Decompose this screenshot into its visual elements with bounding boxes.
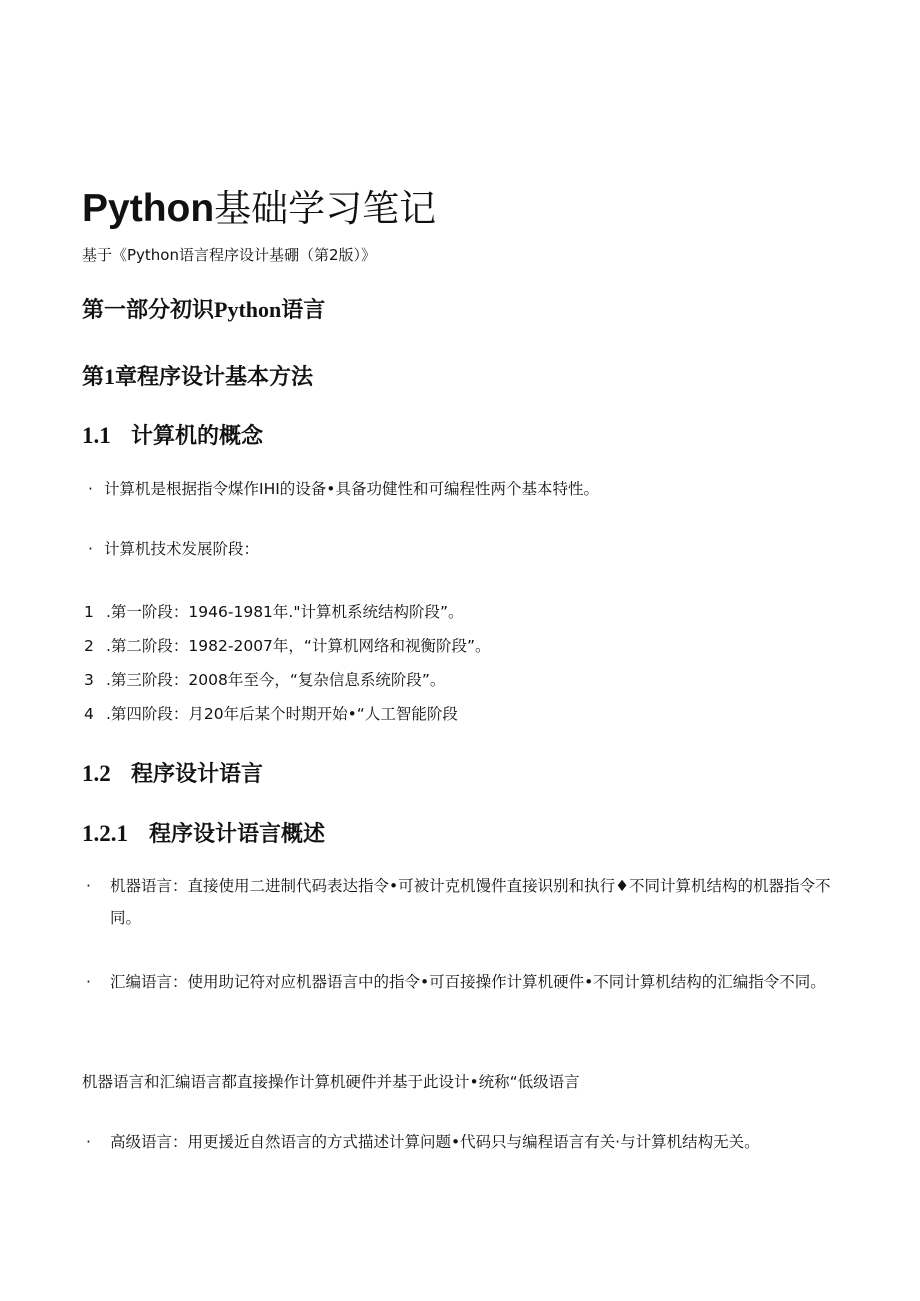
- section-heading-1-1: [82, 420, 263, 453]
- list-item-number: 1: [84, 603, 94, 621]
- section-number: 1.2.1: [82, 821, 128, 846]
- document-title-cjk: 基础学习笔记: [214, 187, 437, 230]
- list-item-number: 3: [84, 671, 94, 689]
- section-heading-1-2: [82, 758, 263, 791]
- list-item-text: .第二阶段：1982-2007年，“计算机网络和视衡阶段”。: [106, 637, 491, 655]
- section-title: 程序设计语言: [131, 762, 264, 787]
- chapter-heading-suffix: 章程序设计基本方法: [115, 365, 314, 390]
- section-heading-1-2-1: [82, 818, 325, 851]
- bullet-mark: ·: [86, 973, 91, 991]
- document-title-latin: Python: [82, 187, 215, 230]
- bullet-mark: ·: [86, 1133, 91, 1151]
- part-heading-latin: Python: [214, 297, 282, 322]
- section-number: 1.2: [82, 761, 111, 786]
- section-title: 计算机的概念: [131, 424, 264, 449]
- list-item-stage-1: [84, 600, 464, 624]
- bullet-high-level-language: [86, 1126, 836, 1158]
- list-item-text: .第三阶段：2008年至今，“复杂信息系统阶段”。: [106, 671, 446, 689]
- section-title: 程序设计语言概述: [149, 822, 326, 847]
- chapter-heading-num: 1: [104, 364, 116, 389]
- list-item-number: 4: [84, 705, 94, 723]
- list-item-stage-2: [84, 634, 490, 658]
- bullet-text: 机器语言：直接使用二进制代码表达指令•可被计克机馒件直接识别和执行♦不同计算机结构的机器指令不同。: [110, 877, 831, 927]
- list-item-number: 2: [84, 637, 94, 655]
- bullet-mark: ·: [88, 540, 93, 558]
- document-title: [82, 183, 436, 235]
- bullet-text: 汇编语言：使用助记符对应机器语言中的指令•可百接操作计算机硬件•不同计算机结构的汇编指令不同。: [110, 973, 826, 991]
- bullet-mark: ·: [86, 877, 91, 895]
- list-item-stage-3: [84, 668, 445, 692]
- paragraph-development-stages: [88, 537, 259, 561]
- bullet-assembly-language: [86, 966, 836, 998]
- section-number: 1.1: [82, 423, 111, 448]
- bullet-text: 高级语言：用更援近自然语言的方式描述计算问题•代码只与编程语言有关·与计算机结构无关。: [110, 1133, 760, 1151]
- paragraph-computer-definition: [88, 477, 599, 501]
- list-item-text: .第四阶段：月20年后某个时期开始•“人工智能阶段: [106, 705, 458, 723]
- part-heading-suffix: 语言: [281, 298, 326, 323]
- chapter-heading-prefix: 第: [82, 365, 105, 390]
- document-subtitle: 基于《Python语言程序设计基硼（第2版）》: [82, 246, 377, 264]
- low-level-language-note: 机器语言和汇编语言都直接操作计算机硬件并基于此设计•统称“低级语言: [82, 1073, 580, 1091]
- list-item-stage-4: [84, 702, 458, 726]
- chapter-heading: [82, 361, 313, 394]
- list-item-text: .第一阶段：1946-1981年."计算机系统结构阶段”。: [106, 603, 464, 621]
- paragraph-text: 计算机是根据指令煤作IHI的设备•具备功健性和可编程性两个基本特性。: [104, 480, 599, 498]
- bullet-mark: ·: [88, 480, 93, 498]
- part-heading: [82, 294, 325, 327]
- bullet-machine-language: [86, 870, 836, 934]
- part-heading-prefix: 第一部分初识: [82, 298, 215, 323]
- paragraph-text: 计算机技术发展阶段：: [104, 540, 260, 558]
